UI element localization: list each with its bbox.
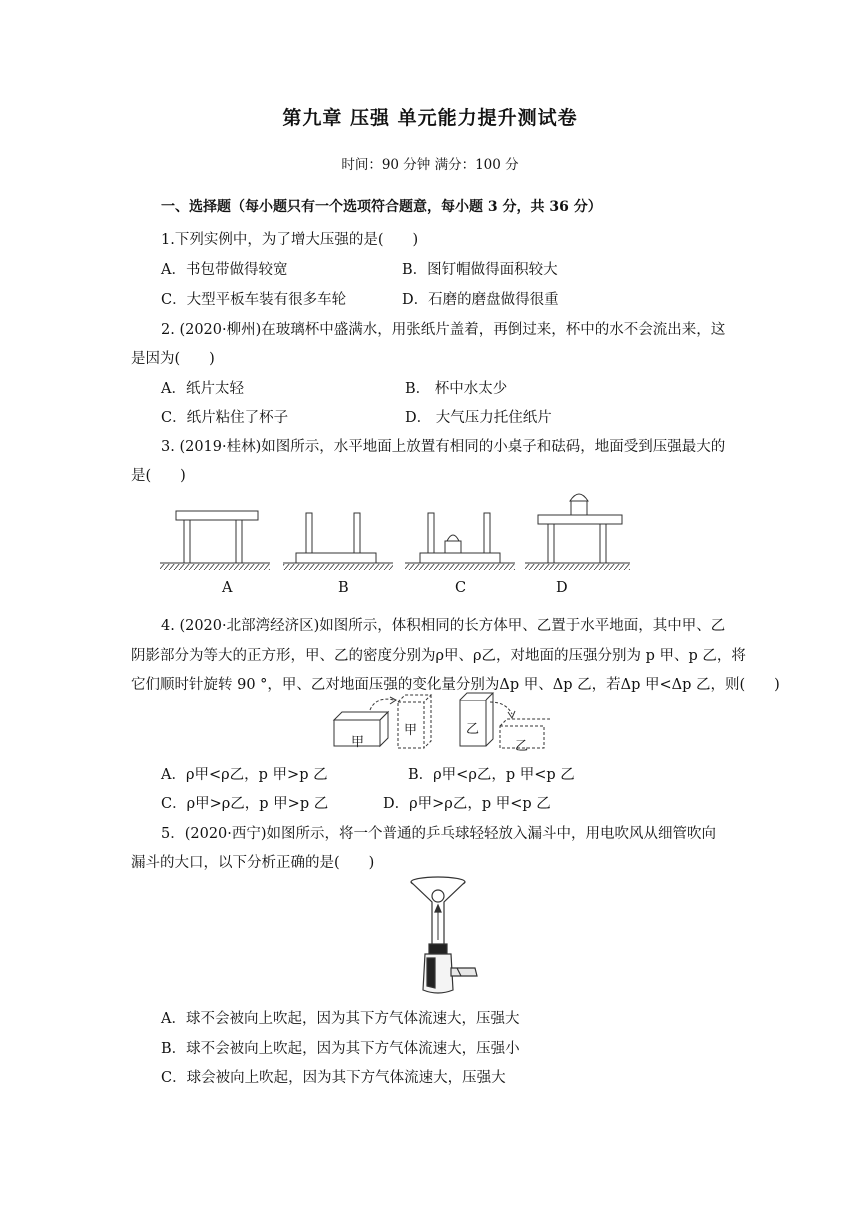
q1-option-a: A．书包带做得较宽 [161, 262, 288, 278]
q4-stem-line3: 它们顺时针旋转 90 °，甲、乙对地面压强的变化量分别为Δp 甲、Δp 乙，若Δp 甲<Δp 乙，则( ) [131, 677, 780, 693]
q1-option-c: C．大型平板车装有很多车轮 [161, 292, 347, 308]
section-heading: 一、选择题（每小题只有一个选项符合题意，每小题 3 分，共 36 分） [161, 199, 602, 215]
q1-option-d: D．石磨的磨盘做得很重 [402, 292, 559, 308]
q2-option-a: A．纸片太轻 [161, 381, 244, 397]
fig-b-table [283, 513, 393, 570]
q5-figure [405, 872, 485, 1002]
q4-stem-line2: 阴影部分为等大的正方形，甲、乙的密度分别为ρ甲、ρ乙，对地面的压强分别为 p 甲、p 乙，将 [131, 648, 746, 664]
q5-stem-line2: 漏斗的大口，以下分析正确的是( ) [131, 855, 375, 871]
page-title: 第九章 压强 单元能力提升测试卷 [282, 107, 578, 129]
q2-option-d: D． 大气压力托住纸片 [405, 410, 552, 426]
q5-option-c: C．球会被向上吹起，因为其下方气体流速大，压强大 [161, 1070, 506, 1086]
q4-fig-yi-2: 乙 [515, 739, 529, 754]
q2-option-c: C．纸片粘住了杯子 [161, 410, 289, 426]
q3-stem-line2: 是( ) [131, 468, 186, 484]
fig-a-table [160, 511, 270, 570]
fig-a-label: A [222, 580, 233, 596]
q2-stem-line2: 是因为( ) [131, 351, 215, 367]
q4-option-c: C．ρ甲>ρ乙，p 甲>p 乙 [161, 796, 329, 812]
fig-b-label: B [338, 580, 349, 596]
q1-stem: 1.下列实例中，为了增大压强的是( ) [161, 232, 419, 248]
q4-stem-line1: 4. (2020·北部湾经济区)如图所示，体积相同的长方体甲、乙置于水平地面，其中甲、乙 [161, 618, 726, 634]
q5-option-b: B．球不会被向上吹起，因为其下方气体流速大，压强小 [161, 1041, 520, 1057]
exam-meta: 时间：90 分钟 满分：100 分 [341, 157, 519, 173]
q5-stem-line1: 5．(2020·西宁)如图所示，将一个普通的乒乓球轻轻放入漏斗中，用电吹风从细管吹向 [161, 826, 717, 842]
q4-option-b: B．ρ甲<ρ乙，p 甲<p 乙 [408, 767, 575, 783]
fig-c-label: C [455, 580, 467, 596]
q4-fig-jia-1: 甲 [351, 735, 365, 750]
fig-d-table [525, 494, 630, 570]
fig-d-label: D [556, 580, 568, 596]
q4-fig-jia-2: 甲 [404, 723, 418, 738]
q2-option-b: B． 杯中水太少 [405, 381, 508, 397]
q1-option-b: B．图钉帽做得面积较大 [402, 262, 558, 278]
q5-option-a: A．球不会被向上吹起，因为其下方气体流速大，压强大 [161, 1011, 520, 1027]
q4-option-a: A．ρ甲<ρ乙，p 甲>p 乙 [161, 767, 328, 783]
q3-stem-line1: 3. (2019·桂林)如图所示，水平地面上放置有相同的小桌子和砝码，地面受到压强最大的 [161, 439, 726, 455]
q2-stem-line1: 2. (2020·柳州)在玻璃杯中盛满水，用张纸片盖着，再倒过来，杯中的水不会流出来，这 [161, 322, 726, 338]
q4-option-d: D．ρ甲>ρ乙，p 甲<p 乙 [383, 796, 551, 812]
q4-fig-yi-1: 乙 [466, 722, 480, 737]
fig-c-table [405, 513, 515, 570]
